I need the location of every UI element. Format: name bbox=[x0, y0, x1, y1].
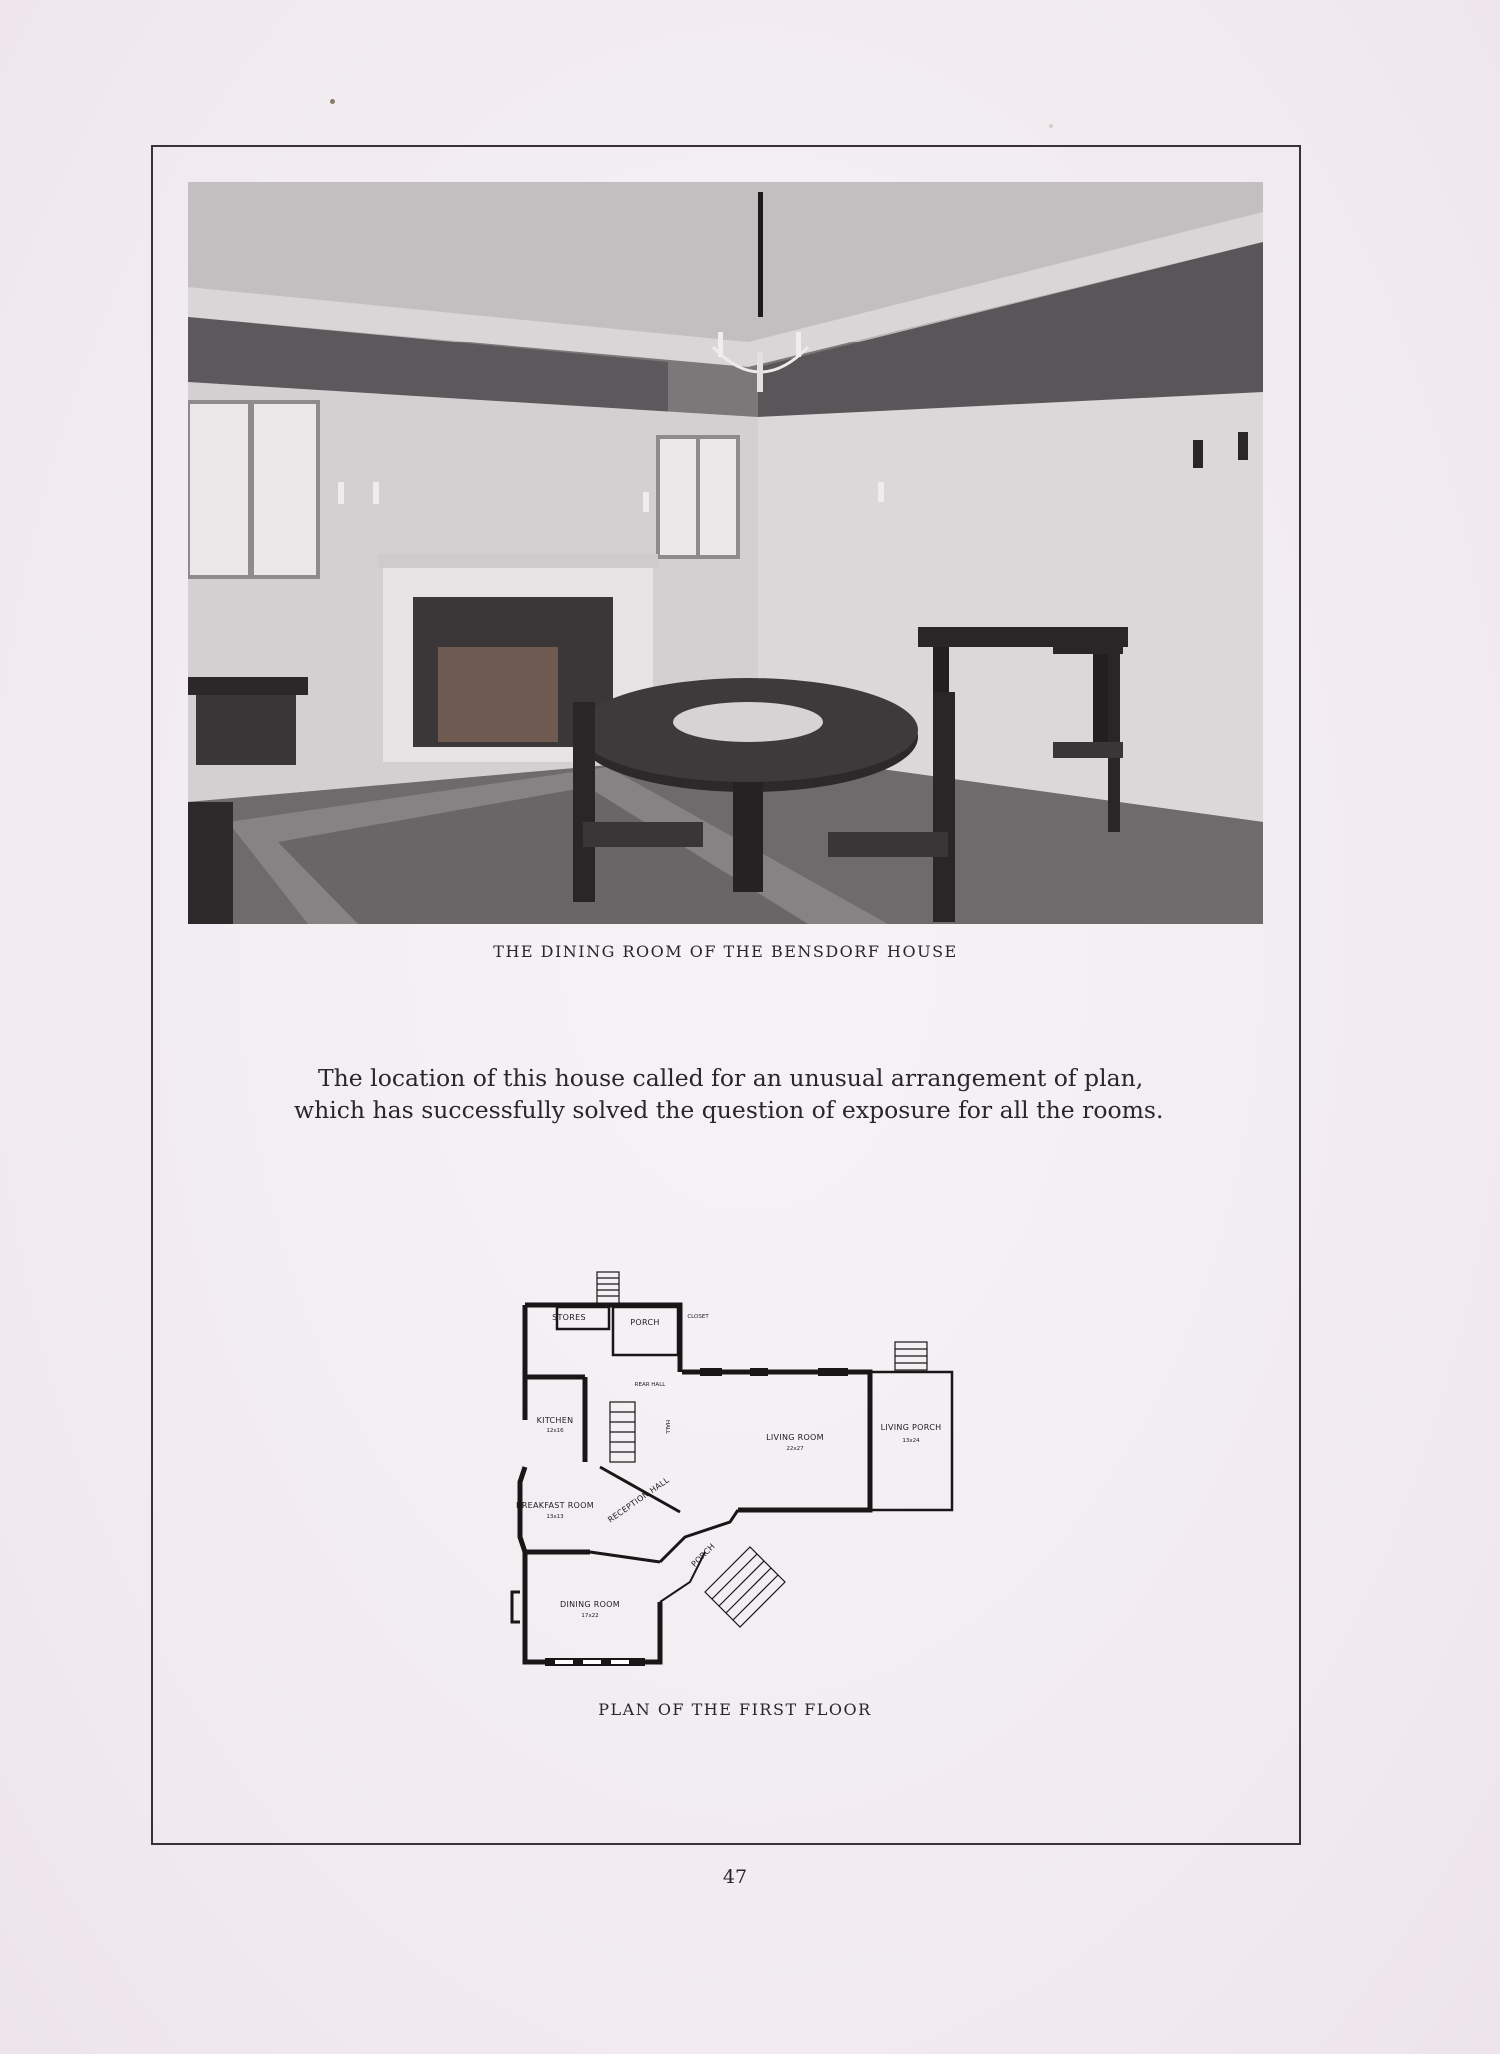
plan-label-rear-hall: REAR HALL bbox=[634, 1382, 666, 1388]
plan-label-living-porch-size: 13x24 bbox=[902, 1438, 920, 1444]
plan-label-rear-porch: PORCH bbox=[630, 1318, 660, 1327]
plan-label-kitchen: KITCHEN bbox=[536, 1416, 574, 1425]
first-floor-plan bbox=[500, 1262, 970, 1682]
body-paragraph bbox=[250, 1062, 1250, 1126]
plan-label-breakfast-size: 13x13 bbox=[546, 1514, 564, 1520]
plan-label-dining-room: DINING ROOM bbox=[560, 1600, 620, 1609]
plan-label-front-porch: PORCH bbox=[689, 1541, 717, 1569]
body-line-1: The location of this house called for an unusual arrangement of plan, bbox=[318, 1064, 1144, 1092]
plan-label-living-porch: LIVING PORCH bbox=[880, 1423, 942, 1432]
plan-label-kitchen-size: 12x16 bbox=[546, 1428, 564, 1434]
photo-caption: THE DINING ROOM OF THE BENSDORF HOUSE bbox=[493, 942, 958, 961]
plan-label-stores: STORES bbox=[552, 1313, 586, 1322]
paper-speck bbox=[1049, 124, 1053, 128]
page-number: 47 bbox=[722, 1866, 748, 1888]
plan-label-living-room-size: 22x27 bbox=[786, 1446, 804, 1452]
plan-label-living-room: LIVING ROOM bbox=[766, 1433, 824, 1442]
body-line-2: which has successfully solved the question of exposure for all the rooms. bbox=[294, 1096, 1164, 1124]
dining-room-photograph bbox=[188, 182, 1263, 924]
plan-label-hall: HALL bbox=[664, 1419, 670, 1435]
paper-speck bbox=[330, 99, 335, 104]
plan-label-dining-size: 17x22 bbox=[581, 1613, 599, 1619]
plan-label-reception-hall: RECEPTION HALL bbox=[606, 1475, 671, 1525]
plan-label-breakfast-room: BREAKFAST ROOM bbox=[516, 1501, 594, 1510]
plan-caption: PLAN OF THE FIRST FLOOR bbox=[598, 1700, 872, 1719]
plan-label-closet: CLOSET bbox=[687, 1314, 709, 1320]
